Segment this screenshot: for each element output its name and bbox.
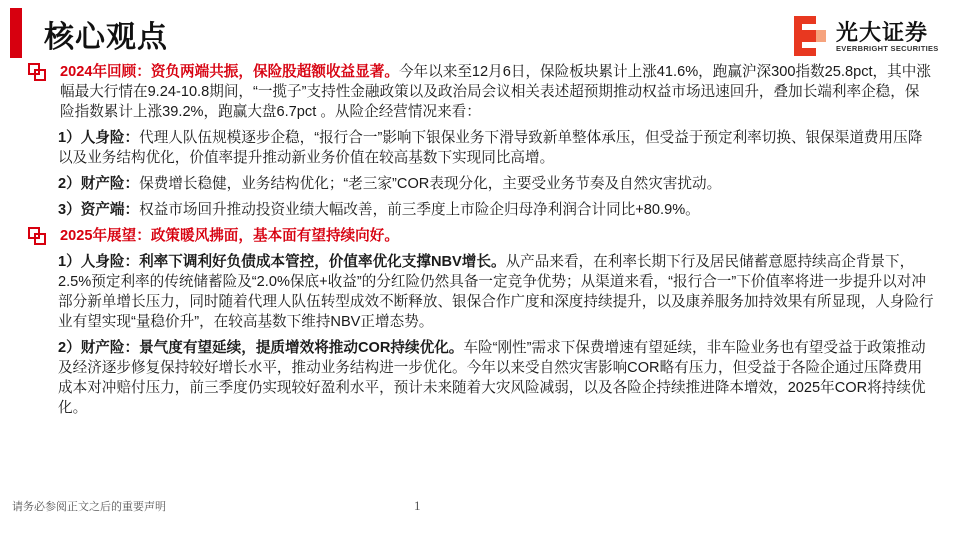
square-bullet-icon <box>28 227 46 245</box>
item-label: 1）人身险： <box>58 130 140 146</box>
content-area <box>34 62 934 418</box>
section-heading: 2025年展望：政策暖风拂面，基本面有望持续向好。 <box>60 228 399 244</box>
item-text: 代理人队伍规模逐步企稳，“报行合一”影响下银保业务下滑导致新单整体承压，但受益于预定利率切换、银保渠道费用压降以及业务结构优化，价值率提升推动新业务价值在较高基数下实现同比高增。 <box>58 130 923 166</box>
item-text: 从产品来看，在利率长期下行及居民储蓄意愿持续高企背景下，2.5%预定利率的传统储蓄险及“2.0%保底+收益”的分红险仍然具备一定竞争优势；从渠道来看，“报行合一”下价值率将进一步提升以对冲部分新单增长压力，同时随着代理人队伍转型成效不断释放、银保合作广度和深度持续提升，以及康养服务加持效果有所显现，人身险行业有望实现“量稳价升”，在较高基数下维持NBV正增态势。 <box>58 254 934 330</box>
item-text: 车险“刚性”需求下保费增速有望延续，非车险业务也有望受益于政策推动及经济逐步修复保持较好增长水平，推动业务结构进一步优化。今年以来受自然灾害影响COR略有压力，但受益于各险企通过压降费用成本对冲赔付压力，前三季度仍实现较好盈利水平，预计未来随着大灾风险减弱，以及各险企持续推进降本增效，2025年COR将持续优化。 <box>58 340 926 416</box>
everbright-logo-icon <box>792 16 826 56</box>
section-2025-outlook <box>34 226 934 246</box>
square-bullet-icon <box>28 63 46 81</box>
section-heading: 2024年回顾：资负两端共振，保险股超额收益显著。 <box>60 64 399 80</box>
title-accent-bar <box>10 8 22 58</box>
section-text: 今年以来至12月6日，保险板块累计上涨41.6%，跑赢沪深300指数25.8pct，其中涨幅最大行情在9.24-10.8期间，“一揽子”支持性金融政策以及政治局会议相关表述超预期推动权益市场迅速回升，叠加长端利率企稳，保险指数累计上涨39.2%，跑赢大盘6.7pct 。从险企经营情况来看： <box>60 64 931 120</box>
list-item <box>34 200 934 220</box>
item-label: 1）人身险：利率下调利好负债成本管控，价值率优化支撑NBV增长。 <box>58 254 506 270</box>
page-title: 核心观点 <box>44 21 168 54</box>
item-text: 保费增长稳健，业务结构优化；“老三家”COR表现分化，主要受业务节奏及自然灾害扰动。 <box>139 176 722 192</box>
company-logo <box>792 14 952 58</box>
list-item <box>34 252 934 332</box>
item-text: 权益市场回升推动投资业绩大幅改善，前三季度上市险企归母净利润合计同比+80.9%。 <box>139 202 700 218</box>
list-item <box>34 338 934 418</box>
logo-english-name: EVERBRIGHT SECURITIES <box>836 44 939 53</box>
disclaimer-note: 请务必参阅正文之后的重要声明 <box>12 501 166 513</box>
page-number: 1 <box>414 498 421 513</box>
item-label: 2）财产险：景气度有望延续，提质增效将推动COR持续优化。 <box>58 340 464 356</box>
logo-chinese-name: 光大证券 <box>836 20 929 45</box>
item-label: 2）财产险： <box>58 176 140 192</box>
list-item <box>34 174 934 194</box>
item-label: 3）资产端： <box>58 202 140 218</box>
section-2024-review <box>34 62 934 122</box>
list-item <box>34 128 934 168</box>
